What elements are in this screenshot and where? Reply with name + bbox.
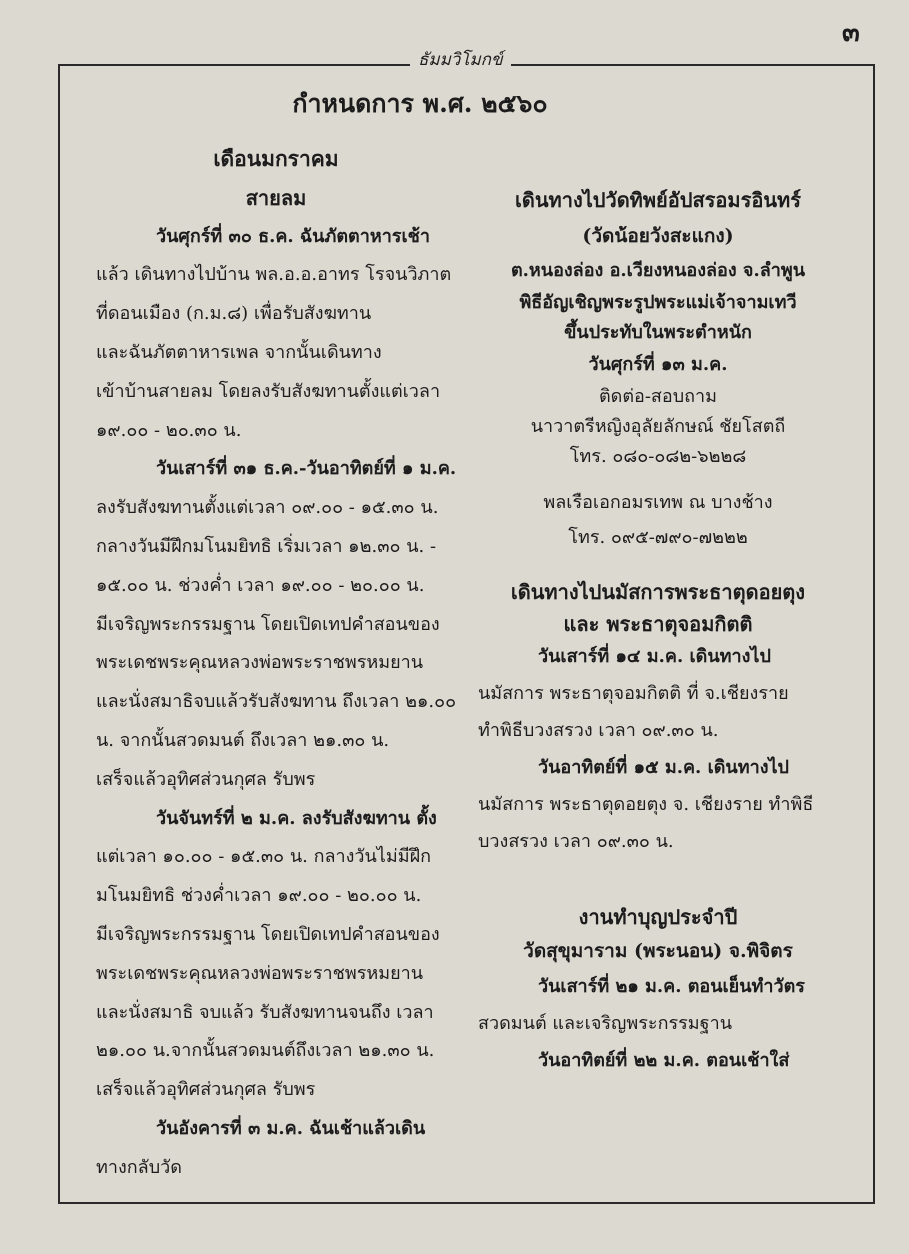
schedule-line: แต่เวลา ๑๐.๐๐ - ๑๕.๓๐ น. กลางวันไม่มีฝึก [96, 846, 432, 868]
trip1-date: วันศุกร์ที่ ๑๓ ม.ค. [588, 354, 728, 375]
schedule-line: มีเจริญพระกรรมฐาน โดยเปิดเทปคำสอนของ [96, 613, 440, 635]
contact2-phone: โทร. ๐๙๕-๗๙๐-๗๒๒๒ [568, 527, 748, 548]
trip2-line: บวงสรวง เวลา ๐๙.๓๐ น. [478, 831, 674, 852]
schedule-line: และนั่งสมาธิจบแล้วรับสังฆทาน ถึงเวลา ๒๑.๐๐ [96, 691, 457, 713]
trip1-address: ต.หนองล่อง อ.เวียงหนองล่อง จ.ลำพูน [510, 260, 806, 281]
schedule-line: ๒๑.๐๐ น.จากนั้นสวดมนต์ถึงเวลา ๒๑.๓๐ น. [96, 1040, 435, 1062]
trip1-subtitle: (วัดน้อยวังสะแกง) [582, 225, 734, 247]
contact1-name: นาวาตรีหญิงอุลัยลักษณ์ ชัยโสตถี [530, 416, 786, 437]
trip2-line: นมัสการ พระธาตุจอมกิตติ ที่ จ.เชียงราย [478, 683, 789, 704]
month-heading: เดือนมกราคม [213, 146, 339, 171]
schedule-line: เสร็จแล้วอุทิศส่วนกุศล รับพร [96, 1079, 316, 1101]
annual-line: วันเสาร์ที่ ๒๑ ม.ค. ตอนเย็นทำวัตร [538, 976, 805, 997]
annual-line: สวดมนต์ และเจริญพระกรรมฐาน [478, 1013, 733, 1034]
schedule-line: และฉันภัตตาหารเพล จากนั้นเดินทาง [96, 341, 382, 363]
right-column [478, 182, 838, 1079]
schedule-line: เข้าบ้านสายลม โดยลงรับสังฆทานตั้งแต่เวลา [96, 380, 441, 402]
trip1-event: พิธีอัญเชิญพระรูปพระแม่เจ้าจามเทวี [519, 292, 797, 313]
schedule-line: ที่ดอนเมือง (ก.ม.๘) เพื่อรับสังฆทาน [96, 303, 372, 325]
schedule-line: พระเดชพระคุณหลวงพ่อพระราชพรหมยาน [96, 962, 424, 984]
annual-title: งานทำบุญประจำปี [578, 905, 738, 929]
schedule-line: วันศุกร์ที่ ๓๐ ธ.ค. ฉันภัตตาหารเช้า [156, 225, 430, 247]
schedule-line: วันเสาร์ที่ ๓๑ ธ.ค.-วันอาทิตย์ที่ ๑ ม.ค. [156, 458, 457, 480]
schedule-line: พระเดชพระคุณหลวงพ่อพระราชพรหมยาน [96, 652, 424, 674]
schedule-line: มีเจริญพระกรรมฐาน โดยเปิดเทปคำสอนของ [96, 923, 440, 945]
schedule-line: น. จากนั้นสวดมนต์ ถึงเวลา ๒๑.๓๐ น. [96, 729, 390, 751]
schedule-line: กลางวันมีฝึกมโนมยิทธิ เริ่มเวลา ๑๒.๓๐ น. - [96, 535, 437, 557]
contact1-phone: โทร. ๐๘๐-๐๘๒-๖๒๒๘ [569, 446, 747, 467]
place-heading: สายลม [245, 185, 307, 210]
schedule-line: แล้ว เดินทางไปบ้าน พล.อ.อ.อาทร โรจนวิภาต [96, 264, 452, 286]
trip2-line: ทำพิธีบวงสรวง เวลา ๐๙.๓๐ น. [478, 720, 719, 741]
header-tab: ธัมมวิโมกข์ [410, 46, 511, 73]
trip2-title: เดินทางไปนมัสการพระธาตุดอยตุง [510, 580, 806, 604]
trip1-event2: ขึ้นประทับในพระตำหนัก [564, 322, 752, 343]
trip2-subtitle: และ พระธาตุจอมกิตติ [563, 612, 753, 636]
schedule-line: เสร็จแล้วอุทิศส่วนกุศล รับพร [96, 768, 316, 790]
schedule-line: ลงรับสังฆทานตั้งแต่เวลา ๐๙.๐๐ - ๑๕.๓๐ น. [96, 497, 439, 519]
page-number: ๓ [842, 18, 860, 48]
contact2-name: พลเรือเอกอมรเทพ ณ บางช้าง [543, 492, 773, 513]
trip2-line: วันอาทิตย์ที่ ๑๕ ม.ค. เดินทางไป [538, 757, 789, 778]
annual-line: วันอาทิตย์ที่ ๒๒ ม.ค. ตอนเช้าใส่ [538, 1050, 790, 1071]
schedule-line: ทางกลับวัด [96, 1156, 182, 1178]
schedule-line: ๑๙.๐๐ - ๒๐.๓๐ น. [96, 419, 242, 441]
trip2-line: นมัสการ พระธาตุดอยตุง จ. เชียงราย ทำพิธี [478, 794, 814, 815]
schedule-line: วันจันทร์ที่ ๒ ม.ค. ลงรับสังฆทาน ตั้ง [156, 807, 437, 829]
trip2-line: วันเสาร์ที่ ๑๔ ม.ค. เดินทางไป [538, 646, 771, 667]
left-column [96, 140, 456, 1188]
contact-label: ติดต่อ-สอบถาม [598, 386, 718, 407]
schedule-line: วันอังคารที่ ๓ ม.ค. ฉันเช้าแล้วเดิน [156, 1117, 426, 1139]
page-title: กำหนดการ พ.ศ. ๒๕๖๐ [292, 89, 548, 118]
trip1-title: เดินทางไปวัดทิพย์อัปสรอมรอินทร์ [515, 188, 801, 212]
annual-subtitle: วัดสุขุมาราม (พระนอน) จ.พิจิตร [523, 940, 793, 962]
schedule-line: ๑๕.๐๐ น. ช่วงค่ำ เวลา ๑๙.๐๐ - ๒๐.๐๐ น. [96, 574, 425, 596]
schedule-line: มโนมยิทธิ ช่วงค่ำเวลา ๑๙.๐๐ - ๒๐.๐๐ น. [96, 885, 422, 907]
schedule-line: และนั่งสมาธิ จบแล้ว รับสังฆทานจนถึง เวลา [96, 1001, 434, 1023]
